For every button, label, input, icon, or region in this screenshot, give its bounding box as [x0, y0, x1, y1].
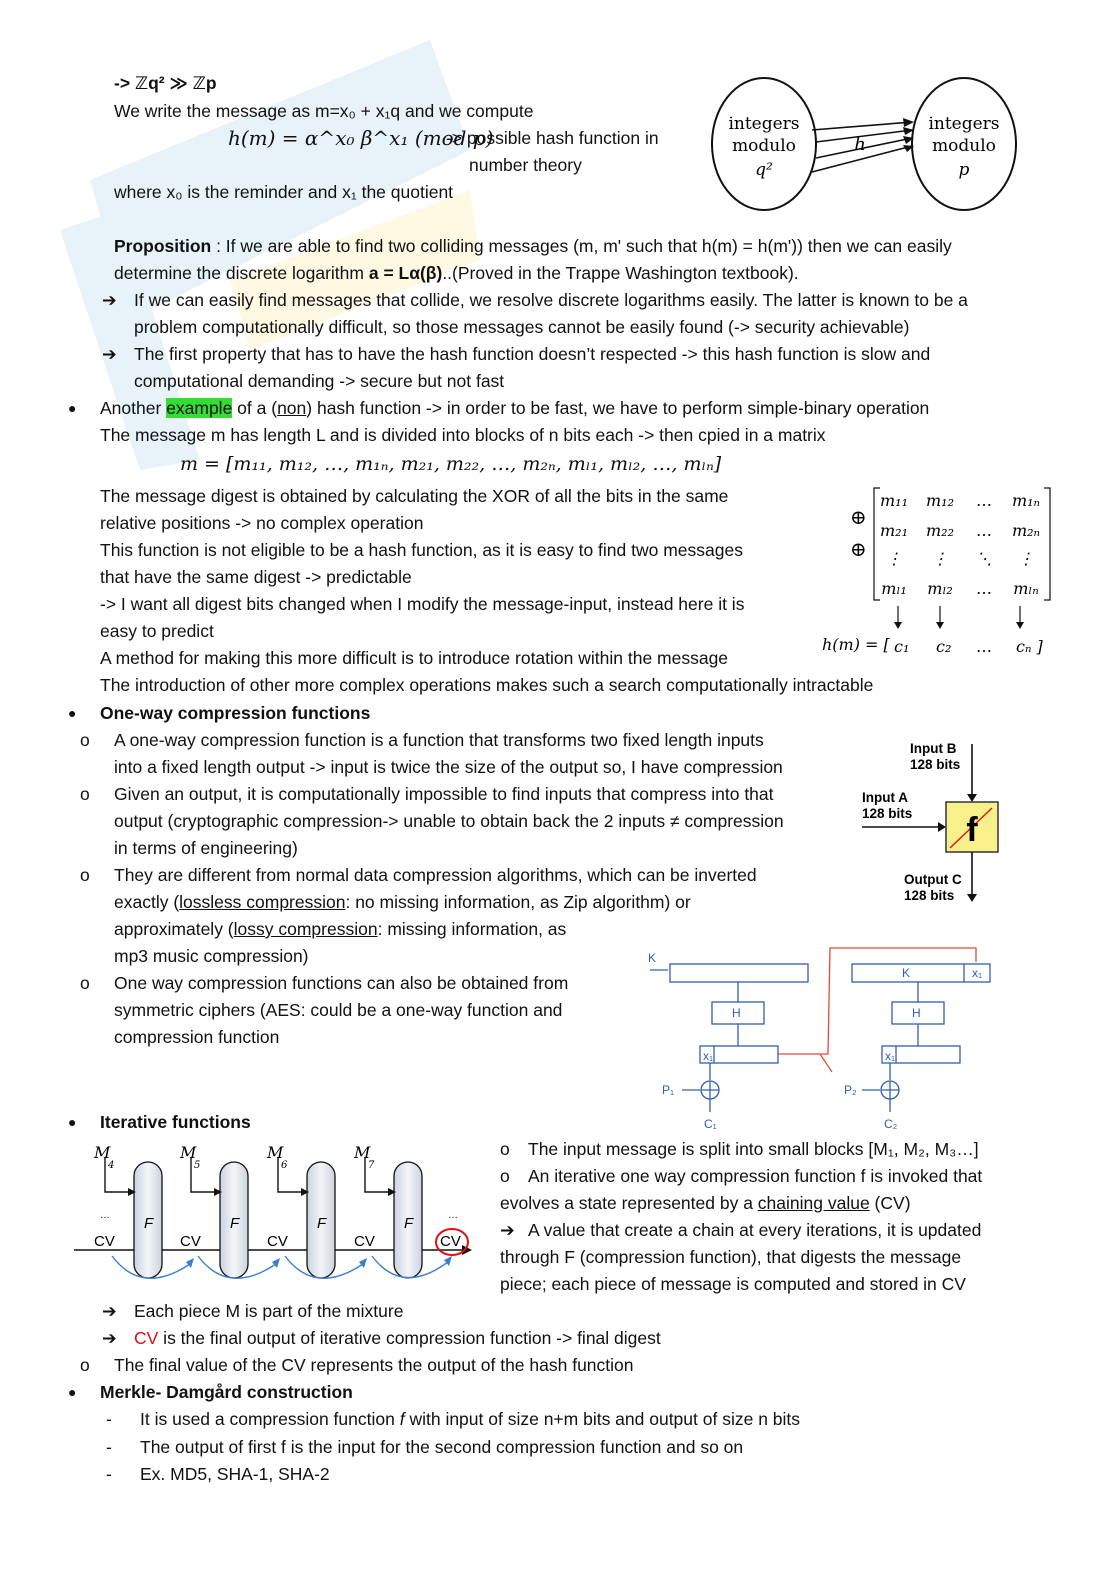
- iterative-r3-l3: piece; each piece of message is computed and stored in CV: [500, 1274, 966, 1294]
- merkle-d3: Ex. MD5, SHA-1, SHA-2: [140, 1464, 330, 1484]
- oneway-b2-l2: output (cryptographic compression-> unable to obtain back the 2 inputs ≠ compression: [114, 811, 784, 831]
- digest-cell: cₙ ]: [1016, 637, 1043, 656]
- iterative-title: Iterative functions: [100, 1112, 251, 1132]
- cv-label: CV: [267, 1233, 288, 1250]
- iterative-r3-l2: through F (compression function), that digests the message: [500, 1247, 962, 1267]
- arrow2-line-2: computational demanding -> secure but not fast: [134, 371, 505, 391]
- c2-label: C₂: [884, 1117, 898, 1131]
- matrix-cell: mₗ₂: [927, 579, 953, 598]
- output-c-bits: 128 bits: [904, 888, 955, 903]
- iterative-o1: The final value of the CV represents the output of the hash function: [114, 1355, 634, 1375]
- f-label: F: [317, 1215, 327, 1232]
- circle-bullet-icon: o: [80, 730, 90, 750]
- matrix-cell: m₁₂: [926, 491, 954, 510]
- proposition-line-1: [114, 233, 952, 260]
- f-label: F: [404, 1215, 414, 1232]
- input-a-bits: 128 bits: [862, 806, 913, 821]
- another-line-4: relative positions -> no complex operation: [100, 513, 424, 533]
- left-label-3: q²: [755, 160, 773, 180]
- message-line: We write the message as m=x₀ + x₁q and we compute: [114, 101, 534, 121]
- matrix-cell: m₂₂: [926, 521, 954, 540]
- merkle-d1: It is used a compression function f with input of size n+m bits and output of size n bits: [140, 1409, 801, 1429]
- c1-label: C₁: [704, 1117, 717, 1131]
- circle-bullet-icon: o: [500, 1139, 510, 1159]
- circle-bullet-icon: o: [80, 973, 90, 993]
- cv-red-text: CV: [134, 1328, 159, 1348]
- m6-sub: 6: [281, 1160, 288, 1171]
- proposition-line-2: [114, 260, 799, 287]
- another-line-9: A method for making this more difficult is to introduce rotation within the message: [100, 648, 729, 668]
- compression-f-diagram: [858, 738, 1018, 908]
- lossy-compression: lossy compression: [233, 919, 378, 939]
- m5-label: M: [180, 1143, 197, 1162]
- cv-final-label: CV: [440, 1233, 461, 1250]
- another-line-6: that have the same digest -> predictable: [100, 567, 412, 587]
- left-label-1: integers: [728, 114, 800, 134]
- iterative-r2-l1: An iterative one way compression function f is invoked that: [528, 1166, 983, 1186]
- input-b-label: Input B: [910, 741, 957, 756]
- lossless-compression: lossless compression: [179, 892, 346, 912]
- hash-formula: h(m) = α^x₀ β^x₁ (mod p): [228, 126, 494, 150]
- right-label-1: integers: [928, 114, 1000, 134]
- oneway-b2-l3: in terms of engineering): [114, 838, 298, 858]
- input-b-bits: 128 bits: [910, 757, 961, 772]
- oneway-title: One-way compression functions: [100, 703, 371, 723]
- another-line-1: Another example of a (non) hash function -> in order to be fast, we have to perform simple-binary operation: [100, 398, 930, 418]
- matrix-cell: m₂₁: [880, 521, 908, 540]
- xor-matrix-diagram: [818, 482, 1058, 662]
- discrete-log-formula: a = Lα(β): [368, 263, 443, 283]
- cipher-chain-diagram: [640, 940, 1010, 1135]
- x1c-label: x₁: [885, 1049, 896, 1063]
- oneway-b3-l1: They are different from normal data compression algorithms, which can be inverted: [114, 865, 757, 885]
- bullet-icon: ●: [68, 400, 77, 416]
- dots-label: …: [448, 1210, 458, 1221]
- m6-label: M: [267, 1143, 284, 1162]
- iterative-a1: Each piece M is part of the mixture: [134, 1301, 404, 1321]
- zq-line: -> ℤq² ≫ ℤp: [114, 73, 217, 93]
- matrix-cell: ⋱: [976, 549, 992, 568]
- oneway-b4-l1: One way compression functions can also be obtained from: [114, 973, 569, 993]
- dash-bullet-icon: -: [106, 1437, 112, 1457]
- message-block-formula: m = [m₁₁, m₁₂, …, m₁ₙ, m₂₁, m₂₂, …, m₂ₙ, mₗ₁, mₗ₂, …, mₗₙ]: [180, 453, 722, 475]
- iterative-chain-diagram: [72, 1138, 492, 1298]
- where-line: where x₀ is the reminder and x₁ the quotient: [114, 182, 454, 202]
- xor-icon: ⊕: [850, 537, 867, 561]
- oneway-b1-l1: A one-way compression function is a function that transforms two fixed length inputs: [114, 730, 764, 750]
- dots-label: …: [100, 1210, 110, 1221]
- right-label-3: p: [958, 160, 970, 180]
- matrix-cell: …: [976, 521, 992, 540]
- matrix-cell: mₗ₁: [881, 579, 907, 598]
- iterative-r2-l2: evolves a state represented by a chaining value (CV): [500, 1193, 911, 1213]
- right-arrow-icon: ➔: [102, 344, 117, 364]
- m4-sub: 4: [108, 1160, 115, 1171]
- f-italic: f: [399, 1409, 405, 1429]
- k2-label: K: [902, 966, 911, 980]
- arrow2-line-1: The first property that has to have the hash function doesn’t respected -> this hash function is slow and: [134, 344, 931, 364]
- arrow1-line-1: If we can easily find messages that collide, we resolve discrete logarithms easily. The latter is known to be a: [134, 290, 968, 310]
- circle-bullet-icon: o: [80, 865, 90, 885]
- f-label: f: [966, 811, 978, 849]
- m7-sub: 7: [368, 1160, 375, 1171]
- another-line-5: This function is not eligible to be a hash function, as it is easy to find two messages: [100, 540, 743, 560]
- merkle-title: Merkle- Damgård construction: [100, 1382, 353, 1402]
- matrix-cell: ⋮: [1018, 549, 1034, 568]
- right-label-2: modulo: [932, 136, 996, 156]
- oneway-b2-l1: Given an output, it is computationally impossible to find inputs that compress into that: [114, 784, 774, 804]
- proposition-label: Proposition: [114, 236, 212, 256]
- integers-mapping-diagram: [700, 72, 1030, 217]
- iterative-r1: The input message is split into small blocks [M₁, M₂, M₃…]: [528, 1139, 979, 1159]
- oneway-b3-l3: approximately (lossy compression: missing information, as: [114, 919, 567, 939]
- right-arrow-icon: ➔: [102, 290, 117, 310]
- k1-label: K: [648, 951, 657, 965]
- oneway-b3-l2: exactly (lossless compression: no missing information, as Zip algorithm) or: [114, 892, 691, 912]
- matrix-cell: m₂ₙ: [1011, 521, 1041, 540]
- oneway-b3-l4: mp3 music compression): [114, 946, 309, 966]
- non-underlined: non: [277, 398, 307, 418]
- oneway-b4-l3: compression function: [114, 1027, 280, 1047]
- oneway-b4-l2: symmetric ciphers (AES: could be a one-way function and: [114, 1000, 563, 1020]
- bullet-icon: ●: [68, 1114, 77, 1130]
- hash-note-1: -> possible hash function in: [446, 128, 659, 148]
- cv-label: CV: [94, 1233, 115, 1250]
- matrix-cell: m₁ₙ: [1011, 491, 1041, 510]
- proposition-text-2c: ..(Proved in the Trappe Washington textbook).: [442, 263, 799, 283]
- digest-cell: …: [976, 637, 992, 656]
- hm-label: h(m) = [: [822, 635, 890, 654]
- arrow1-line-2: problem computationally difficult, so those messages cannot be easily found (-> security achievable): [134, 317, 910, 337]
- input-a-label: Input A: [862, 790, 908, 805]
- oneway-b1-l2: into a fixed length output -> input is twice the size of the output so, I have compression: [114, 757, 783, 777]
- left-label-2: modulo: [732, 136, 796, 156]
- f-label: F: [230, 1215, 240, 1232]
- matrix-cell: m₁₁: [880, 491, 908, 510]
- merkle-d2: The output of first f is the input for the second compression function and so on: [140, 1437, 744, 1457]
- f-label: F: [144, 1215, 154, 1232]
- chaining-value-term: chaining value: [757, 1193, 870, 1213]
- digest-cell: c₂: [936, 637, 952, 656]
- cv-label: CV: [180, 1233, 201, 1250]
- circle-bullet-icon: o: [80, 784, 90, 804]
- hash-note-2: number theory: [469, 155, 582, 175]
- m4-label: M: [94, 1143, 111, 1162]
- matrix-cell: ⋮: [886, 549, 902, 568]
- p2-label: P₂: [844, 1083, 857, 1097]
- m5-sub: 5: [194, 1160, 201, 1171]
- x1b-label: x₁: [703, 1049, 714, 1063]
- h-arrow-label: h: [854, 134, 866, 155]
- output-c-label: Output C: [904, 872, 962, 887]
- another-line-7: -> I want all digest bits changed when I modify the message-input, instead here it is: [100, 594, 745, 614]
- m7-label: M: [354, 1143, 371, 1162]
- matrix-cell: …: [976, 579, 992, 598]
- bullet-icon: ●: [68, 1384, 77, 1400]
- proposition-text-1: : If we are able to find two colliding messages (m, m' such that h(m) = h(m')) then we can easily: [211, 236, 952, 256]
- dash-bullet-icon: -: [106, 1464, 112, 1484]
- cv-label: CV: [354, 1233, 375, 1250]
- matrix-cell: mₗₙ: [1013, 579, 1039, 598]
- proposition-text-2a: determine the discrete logarithm: [114, 263, 369, 283]
- another-line-10: The introduction of other more complex operations makes such a search computationally intractable: [100, 675, 874, 695]
- h1-label: H: [732, 1006, 741, 1020]
- bullet-icon: ●: [68, 705, 77, 721]
- digest-cell: c₁: [894, 637, 910, 656]
- another-line-2: The message m has length L and is divided into blocks of n bits each -> then cpied in a matrix: [100, 425, 826, 445]
- xor-icon: ⊕: [850, 505, 867, 529]
- h2-label: H: [912, 1006, 921, 1020]
- iterative-a2: CV is the final output of iterative compression function -> final digest: [134, 1328, 661, 1348]
- circle-bullet-icon: o: [500, 1166, 510, 1186]
- matrix-cell: ⋮: [932, 549, 948, 568]
- right-arrow-icon: ➔: [102, 1301, 117, 1321]
- highlighted-example: example: [166, 398, 233, 418]
- p1-label: P₁: [662, 1083, 675, 1097]
- iterative-r3-l1: A value that create a chain at every iterations, it is updated: [528, 1220, 982, 1240]
- matrix-cell: …: [976, 491, 992, 510]
- circle-bullet-icon: o: [80, 1355, 90, 1375]
- dash-bullet-icon: -: [106, 1409, 112, 1429]
- another-line-3: The message digest is obtained by calculating the XOR of all the bits in the same: [100, 486, 729, 506]
- another-line-8: easy to predict: [100, 621, 214, 641]
- right-arrow-icon: ➔: [102, 1328, 117, 1348]
- right-arrow-icon: ➔: [500, 1220, 515, 1240]
- x1-label: x₁: [972, 966, 983, 980]
